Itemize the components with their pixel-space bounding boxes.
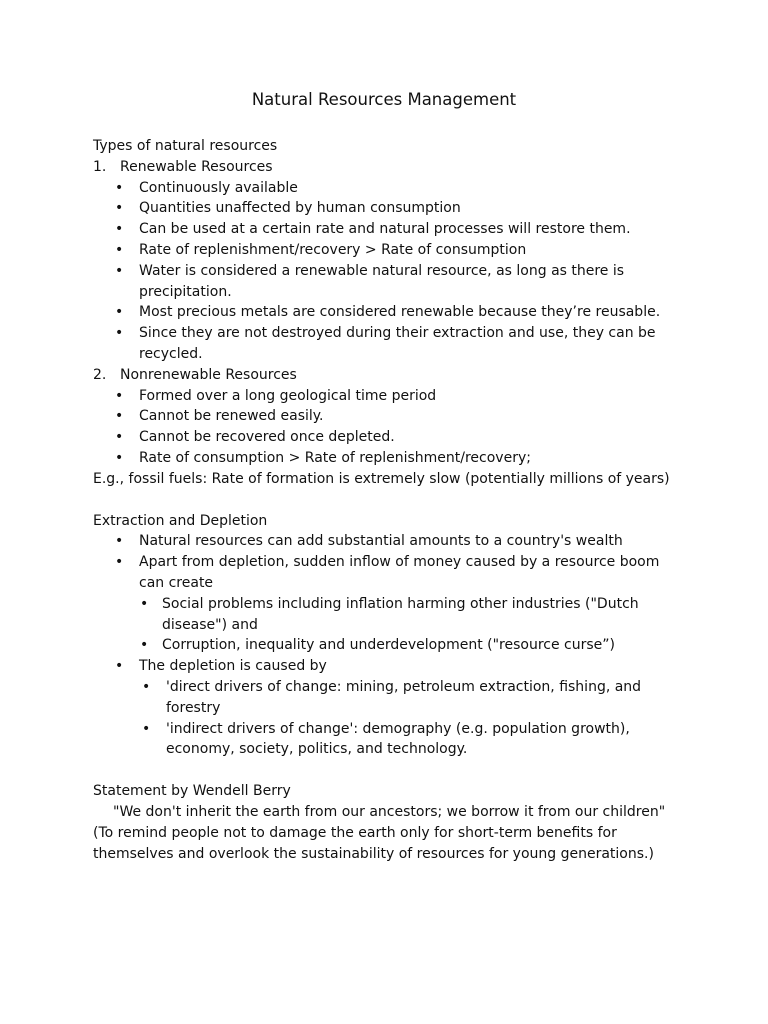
bullet-icon: • — [115, 262, 124, 279]
document-body — [93, 136, 693, 864]
bullet-icon: • — [115, 658, 124, 675]
bullet-continuation: recycled. — [139, 345, 203, 362]
page-title: Natural Resources Management — [251, 90, 517, 109]
section-heading-extraction: Extraction and Depletion — [93, 512, 268, 529]
bullet-item — [93, 552, 693, 573]
bullet-text: Corruption, inequality and underdevelopment ("resource curse”) — [162, 637, 616, 654]
bullet-text: Formed over a long geological time period — [139, 387, 437, 404]
bullet-text: Can be used at a certain rate and natural processes will restore them. — [139, 221, 631, 238]
bullet-item — [93, 531, 693, 552]
bullet-item — [93, 198, 693, 219]
sub-bullet-item — [93, 635, 693, 656]
bullet-item — [93, 427, 693, 448]
bullet-text: Quantities unaffected by human consumption — [139, 200, 461, 217]
bullet-text: 'indirect drivers of change': demography (e.g. population growth), — [166, 720, 630, 737]
bullet-item — [93, 219, 693, 240]
bullet-text: Rate of consumption > Rate of replenishment/recovery; — [139, 449, 531, 466]
example-line: E.g., fossil fuels: Rate of formation is extremely slow (potentially millions of years) — [93, 470, 670, 487]
item-label: Nonrenewable Resources — [120, 366, 297, 383]
bullet-icon: • — [115, 533, 124, 550]
sub-bullet-item — [93, 719, 693, 740]
bullet-icon: • — [115, 221, 124, 238]
sub-bullet-continuation: disease") and — [162, 616, 258, 633]
bullet-text: Cannot be recovered once depleted. — [139, 429, 395, 446]
bullet-text: Since they are not destroyed during their extraction and use, they can be — [139, 325, 656, 342]
paragraph-gap — [93, 490, 693, 511]
bullet-text: Rate of replenishment/recovery > Rate of consumption — [139, 241, 527, 258]
quote-line: "We don't inherit the earth from our ancestors; we borrow it from our children" — [113, 803, 666, 820]
bullet-icon: • — [142, 678, 151, 695]
section-heading-types: Types of natural resources — [93, 138, 278, 154]
paragraph-gap — [93, 760, 693, 781]
bullet-icon: • — [115, 429, 124, 446]
item-label: Renewable Resources — [120, 158, 273, 175]
bullet-text: Apart from depletion, sudden inflow of money caused by a resource boom — [139, 554, 660, 571]
bullet-icon: • — [115, 241, 124, 258]
bullet-item — [93, 656, 693, 677]
bullet-text: Water is considered a renewable natural resource, as long as there is — [139, 262, 625, 279]
bullet-icon: • — [115, 325, 124, 342]
bullet-icon: • — [115, 408, 124, 425]
section-heading-statement: Statement by Wendell Berry — [93, 783, 291, 800]
sub-bullet-continuation: forestry — [166, 699, 221, 716]
bullet-item — [93, 178, 693, 199]
bullet-text: Social problems including inflation harming other industries ("Dutch — [162, 595, 639, 612]
numbered-item-nonrenewable — [93, 365, 693, 386]
note-line: themselves and overlook the sustainability of resources for young generations.) — [93, 845, 654, 862]
bullet-icon: • — [115, 304, 124, 321]
bullet-item — [93, 406, 693, 427]
bullet-icon: • — [115, 449, 124, 466]
bullet-text: Most precious metals are considered renewable because they’re reusable. — [139, 304, 661, 321]
bullet-item — [93, 448, 693, 469]
numbered-item-renewable — [93, 157, 693, 178]
bullet-text: Cannot be renewed easily. — [139, 408, 324, 425]
bullet-item — [93, 323, 693, 344]
sub-bullet-item — [93, 677, 693, 698]
bullet-item — [93, 386, 693, 407]
sub-bullet-item — [93, 594, 693, 615]
sub-bullet-continuation: economy, society, politics, and technology. — [166, 741, 468, 758]
note-line: (To remind people not to damage the earth only for short-term benefits for — [93, 824, 617, 841]
bullet-icon: • — [140, 595, 149, 612]
bullet-icon: • — [140, 637, 149, 654]
bullet-continuation: can create — [139, 574, 214, 591]
item-number: 2. — [93, 366, 107, 383]
item-number: 1. — [93, 158, 107, 175]
bullet-icon: • — [115, 179, 124, 196]
bullet-text: Natural resources can add substantial amounts to a country's wealth — [139, 533, 623, 550]
bullet-item — [93, 302, 693, 323]
bullet-icon: • — [142, 720, 151, 737]
bullet-text: The depletion is caused by — [139, 658, 327, 675]
bullet-icon: • — [115, 200, 124, 217]
bullet-item — [93, 240, 693, 261]
bullet-text: 'direct drivers of change: mining, petroleum extraction, fishing, and — [166, 678, 642, 695]
bullet-continuation: precipitation. — [139, 283, 232, 300]
bullet-icon: • — [115, 387, 124, 404]
bullet-icon: • — [115, 554, 124, 571]
bullet-text: Continuously available — [139, 179, 298, 196]
bullet-item — [93, 261, 693, 282]
